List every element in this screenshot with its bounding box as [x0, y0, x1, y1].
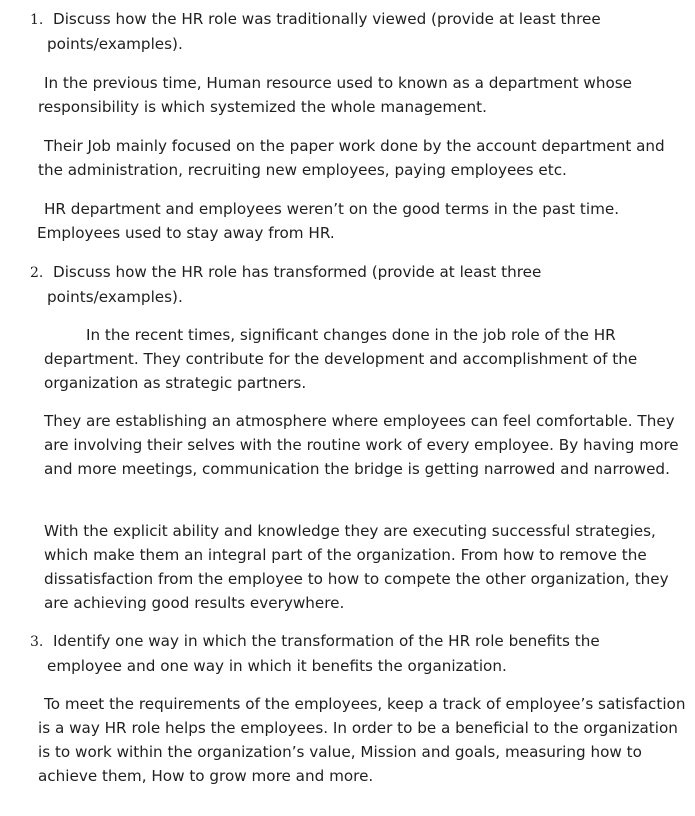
question-2-line-2: points/examples).	[47, 288, 183, 306]
answer-1-paragraph-1: In the previous time, Human resource used to known as a department whose responsibility is which systemized the whole management.	[38, 74, 632, 116]
question-3-line-2: employee and one way in which it benefits the organization.	[47, 657, 507, 675]
question-1-line-2: points/examples).	[47, 35, 183, 53]
question-2	[30, 260, 670, 309]
question-3-number: 3.	[30, 634, 44, 650]
question-3	[30, 629, 670, 678]
question-3-line-1: Identify one way in which the transformation of the HR role benefits the	[53, 632, 600, 650]
answer-2-paragraph-2: They are establishing an atmosphere where employees can feel comfortable. They are involving their selves with the routine work of every employee. By having more and more meetings, communication the bridge is getting narrowed and narrowed.	[44, 412, 679, 478]
question-1-number: 1.	[30, 12, 44, 28]
question-2-line-1: Discuss how the HR role has transformed (provide at least three	[53, 263, 542, 281]
question-2-number: 2.	[30, 265, 44, 281]
answer-2-paragraph-1: In the recent times, significant changes done in the job role of the HR department. They contribute for the development and accomplishment of the organization as strategic partners.	[44, 326, 638, 392]
answer-1-paragraph-3: HR department and employees weren’t on the good terms in the past time. Employees used to stay away from HR.	[37, 200, 620, 242]
question-1	[30, 7, 670, 56]
question-1-line-1: Discuss how the HR role was traditionally viewed (provide at least three	[53, 10, 601, 28]
answer-2-paragraph-3: With the explicit ability and knowledge they are executing successful strategies, which make them an integral part of the organization. From how to remove the dissatisfaction from the employee to how to compete the other organization, they are achieving good results everywhere.	[44, 522, 669, 612]
answer-3-paragraph-1: To meet the requirements of the employees, keep a track of employee’s satisfaction is a way HR role helps the employees. In order to be a beneficial to the organization is to work within the organization’s value, Mission and goals, measuring how to achieve them, How to grow more and more.	[38, 695, 686, 785]
answer-1-paragraph-2: Their Job mainly focused on the paper work done by the account department and the administration, recruiting new employees, paying employees etc.	[38, 137, 665, 179]
